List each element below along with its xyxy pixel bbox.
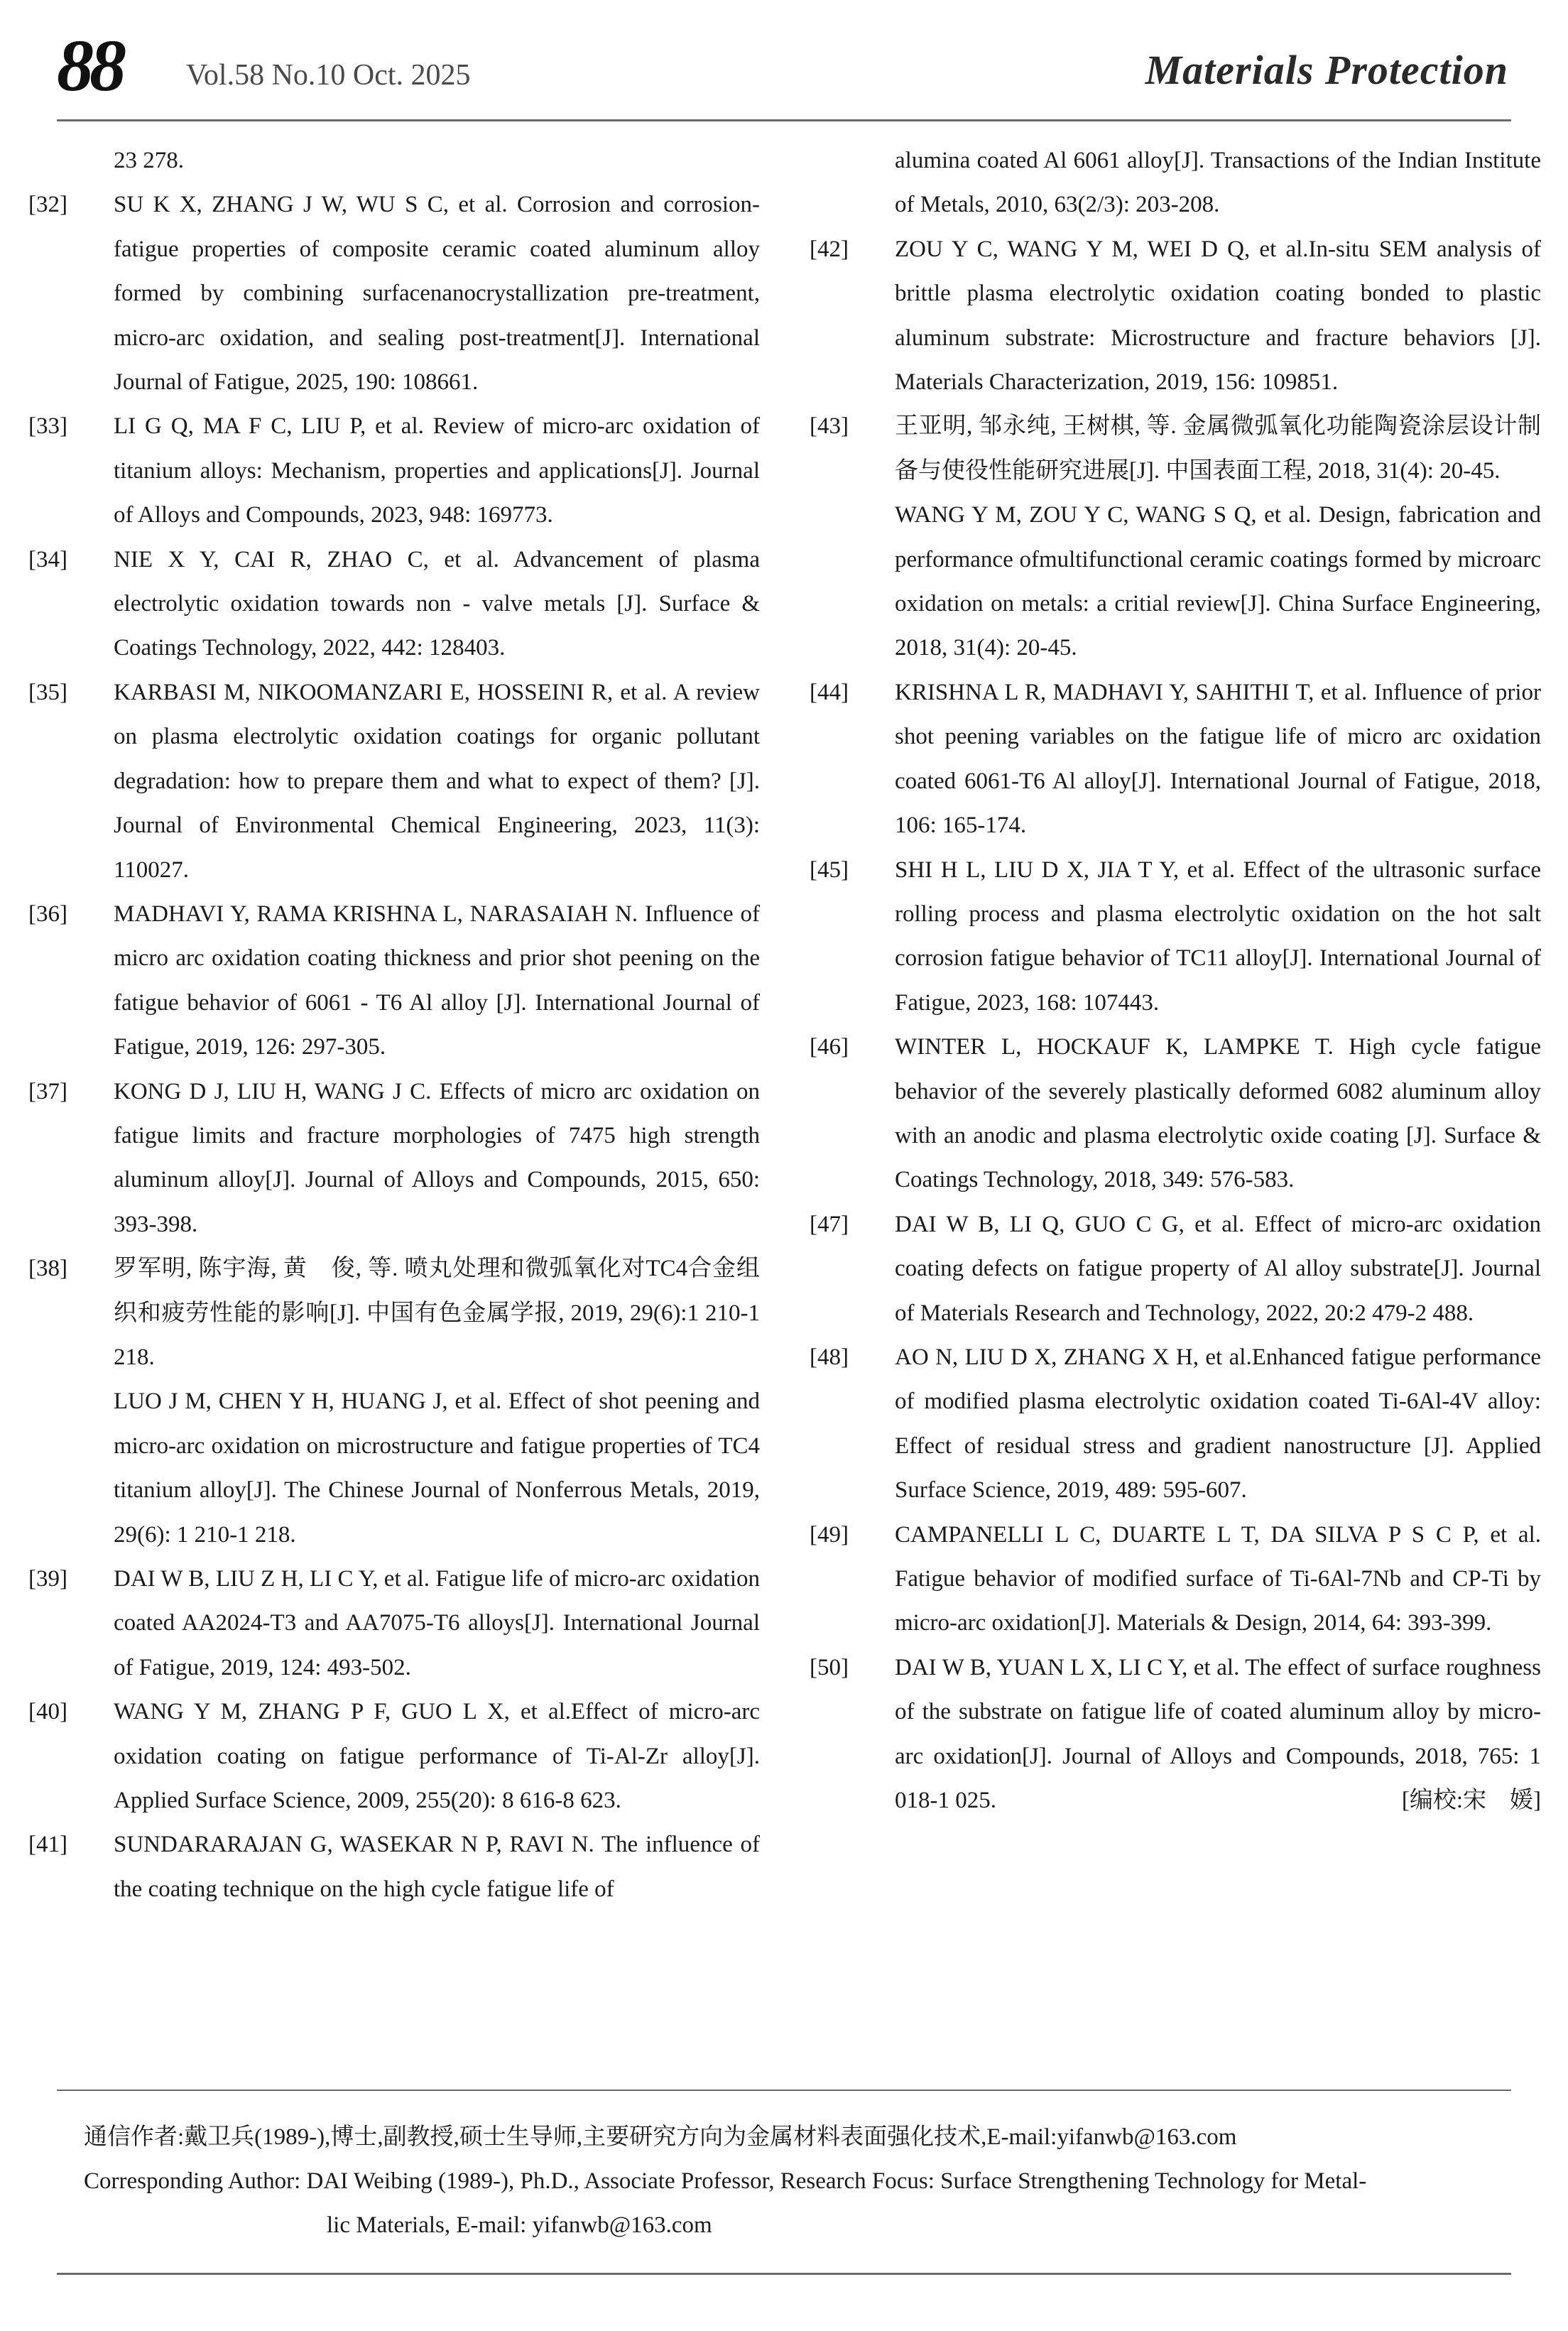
reference-translation: WANG Y M, ZOU Y C, WANG S Q, et al. Design, fabrication and performance ofmultifunctional ceramic coatings formed by microarc oxidation on metals: a critial review[J]. China Surface Engineering, 2018, 31(4): 20-45. [895,502,1541,661]
reference-number: [39] [28,1566,67,1592]
reference-text: NIE X Y, CAI R, ZHAO C, et al. Advancement of plasma electrolytic oxidation towards non - valve metals [J]. Surface & Coatings Technology, 2022, 442: 128403. [114,546,760,661]
reference-entry [28,892,760,1070]
reference-entry [28,1070,760,1247]
reference-number: [42] [810,236,849,262]
reference-number: [49] [810,1521,849,1548]
reference-number: [32] [28,192,67,218]
reference-number: [34] [28,546,67,572]
volume-info: Vol.58 No.10 Oct. 2025 [186,59,471,92]
reference-number: [40] [28,1699,67,1725]
bottom-rule [57,2273,1511,2275]
reference-text: LI G Q, MA F C, LIU P, et al. Review of micro-arc oxidation of titanium alloys: Mechanism, properties and applications[J]. Journal of Alloys and Compounds, 2023, 948: 169773. [114,413,760,528]
editor-note: [编校:宋 媛] [1401,1788,1541,1814]
left-column [28,138,760,1911]
footnote-english: Corresponding Author: DAI Weibing (1989-), Ph.D., Associate Professor, Research Focus: Surface Strengthening Technology for Metal- [84,2168,1367,2194]
reference-text: DAI W B, LIU Z H, LI C Y, et al. Fatigue life of micro-arc oxidation coated AA2024-T3 and AA7075-T6 alloys[J]. International Journal of Fatigue, 2019, 124: 493-502. [114,1566,760,1680]
reference-entry [28,183,760,404]
reference-text: SHI H L, LIU D X, JIA T Y, et al. Effect of the ultrasonic surface rolling process and plasma electrolytic oxidation on the hot salt corrosion fatigue behavior of TC11 alloy[J]. International Journal of Fatigue, 2023, 168: 107443. [895,857,1541,1016]
reference-number: [35] [28,679,67,705]
reference-text: WANG Y M, ZHANG P F, GUO L X, et al.Effect of micro-arc oxidation coating on fatigue performance of Ti-Al-Zr alloy[J]. Applied Surface Science, 2009, 255(20): 8 616-8 623. [114,1699,760,1814]
reference-entry [810,1202,1541,1335]
reference-translation: LUO J M, CHEN Y H, HUANG J, et al. Effect of shot peening and micro-arc oxidation on microstructure and fatigue properties of TC4 titanium alloy[J]. The Chinese Journal of Nonferrous Metals, 2019, 29(6): 1 210-1 218. [114,1389,760,1548]
reference-entry [28,538,760,670]
reference-text: 王亚明, 邹永纯, 王树棋, 等. 金属微弧氧化功能陶瓷涂层设计制备与使役性能研究进展[J]. 中国表面工程, 2018, 31(4): 20-45. [895,413,1541,484]
reference-entry [810,670,1541,848]
reference-number: [50] [810,1654,849,1680]
reference-text: WINTER L, HOCKAUF K, LAMPKE T. High cycle fatigue behavior of the severely plastically deformed 6082 aluminum alloy with an anodic and plasma electrolytic oxide coating [J]. Surface & Coatings Technology, 2018, 349: 576-583. [895,1034,1541,1193]
reference-text: MADHAVI Y, RAMA KRISHNA L, NARASAIAH N. Influence of micro arc oxidation coating thickness and prior shot peening on the fatigue behavior of 6061 - T6 Al alloy [J]. International Journal of Fatigue, 2019, 126: 297-305. [114,901,760,1060]
reference-entry [28,138,760,183]
reference-number: [48] [810,1344,849,1370]
reference-text: KARBASI M, NIKOOMANZARI E, HOSSEINI R, et al. A review on plasma electrolytic oxidation coatings for organic pollutant degradation: how to prepare them and what to expect of them? [J]. Journal of Environmental Chemical Engineering, 2023, 11(3): 110027. [114,679,760,883]
footnote-english-continued: lic Materials, E-mail: yifanwb@163.com [327,2212,712,2238]
reference-text: AO N, LIU D X, ZHANG X H, et al.Enhanced fatigue performance of modified plasma electrolytic oxidation coated Ti-6Al-4V alloy: Effect of residual stress and gradient nanostructure [J]. Applied Surface Science, 2019, 489: 595-607. [895,1344,1541,1504]
reference-entry [810,1335,1541,1513]
reference-number: [43] [810,413,849,440]
reference-text: ZOU Y C, WANG Y M, WEI D Q, et al.In-situ SEM analysis of brittle plasma electrolytic oxidation coating bonded to plastic aluminum substrate: Microstructure and fracture behaviors [J]. Materials Characterization, 2019, 156: 109851. [895,236,1541,396]
reference-entry [28,670,760,892]
right-column [810,138,1541,1822]
reference-text: alumina coated Al 6061 alloy[J]. Transactions of the Indian Institute of Metals, 2010, 63(2/3): 203-208. [895,148,1541,218]
reference-number: [47] [810,1211,849,1237]
reference-number: [41] [28,1832,67,1858]
reference-number: [37] [28,1078,67,1104]
footnote-rule [57,2090,1511,2091]
reference-text: SU K X, ZHANG J W, WU S C, et al. Corrosion and corrosion-fatigue properties of composite ceramic coated aluminum alloy formed by combining surfacenanocrystallization pre-treatment, micro-arc oxidation, and sealing post-treatment[J]. International Journal of Fatigue, 2025, 190: 108661. [114,192,760,396]
reference-entry [810,1025,1541,1202]
reference-text: 23 278. [114,148,184,173]
reference-number: [46] [810,1034,849,1060]
reference-text: SUNDARARAJAN G, WASEKAR N P, RAVI N. The influence of the coating technique on the high cycle fatigue life of [114,1832,760,1902]
reference-entry [810,1513,1541,1646]
reference-number: [36] [28,901,67,927]
reference-number: [45] [810,857,849,883]
reference-entry [810,138,1541,227]
header-rule [57,119,1511,121]
reference-text: DAI W B, LI Q, GUO C G, et al. Effect of micro-arc oxidation coating defects on fatigue property of Al alloy substrate[J]. Journal of Materials Research and Technology, 2022, 20:2 479-2 488. [895,1211,1541,1326]
reference-text [895,1646,1541,1823]
reference-number: [38] [28,1256,67,1282]
reference-entry [810,227,1541,405]
reference-number: [33] [28,413,67,440]
reference-entry [810,404,1541,670]
reference-entry [28,404,760,537]
reference-text: 罗军明, 陈宇海, 黄 俊, 等. 喷丸处理和微弧氧化对TC4合金组织和疲劳性能的影响[J]. 中国有色金属学报, 2019, 29(6):1 210-1 218. [114,1256,760,1370]
reference-text: CAMPANELLI L C, DUARTE L T, DA SILVA P S C P, et al. Fatigue behavior of modified surface of Ti-6Al-7Nb and CP-Ti by micro-arc oxidation[J]. Materials & Design, 2014, 64: 393-399. [895,1521,1541,1636]
reference-entry [28,1246,760,1557]
reference-entry [28,1557,760,1690]
reference-number: [44] [810,679,849,705]
footnote-chinese: 通信作者:戴卫兵(1989-),博士,副教授,硕士生导师,主要研究方向为金属材料表面强化技术,E-mail:yifanwb@163.com [84,2124,1237,2150]
reference-entry [810,1646,1541,1823]
reference-text: KRISHNA L R, MADHAVI Y, SAHITHI T, et al. Influence of prior shot peening variables on the fatigue life of micro arc oxidation coated 6061-T6 Al alloy[J]. International Journal of Fatigue, 2018, 106: 165-174. [895,679,1541,839]
journal-name: Materials Protection [1145,47,1508,93]
reference-entry [28,1690,760,1822]
page-number: 88 [57,25,122,107]
reference-entry [28,1822,760,1911]
reference-text: KONG D J, LIU H, WANG J C. Effects of micro arc oxidation on fatigue limits and fracture morphologies of 7475 high strength aluminum alloy[J]. Journal of Alloys and Compounds, 2015, 650: 393-398. [114,1078,760,1237]
reference-entry [810,848,1541,1026]
reference-body: DAI W B, YUAN L X, LI C Y, et al. The effect of surface roughness of the substrate on fatigue life of coated aluminum alloy by micro-arc oxidation[J]. Journal of Alloys and Compounds, 2018, 765: 1 018-1 025. [895,1654,1541,1814]
